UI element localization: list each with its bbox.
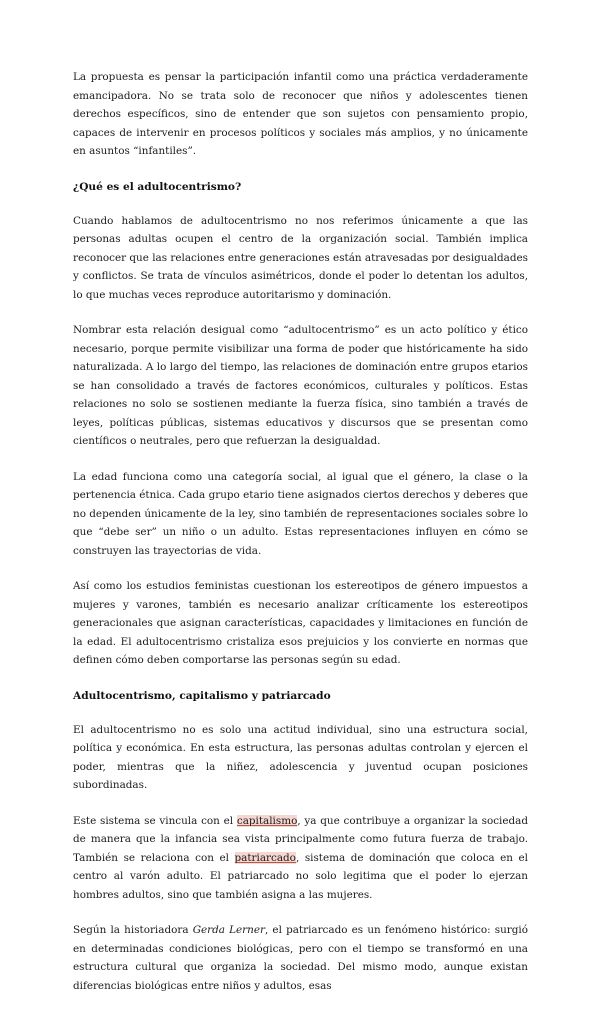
- paragraph-structure: El adultocentrismo no es solo una actitud individual, sino una estructura social, política y económica. En esta estructura, las personas adultas controlan y ejercen el poder, mientras que la niñez, adolescencia y juventud ocupan posiciones subordinadas.: [73, 723, 528, 791]
- text-segment: , el patriarcado es un fenómeno histórico: surgió en determinadas condiciones biológicas, pero con el tiempo se transformó en una estructura cultural que organiza la sociedad. Del mismo modo, aunque existan diferencias biológicas entre niños y adultos, esas: [73, 924, 528, 992]
- text-segment: Este sistema se vincula con el: [73, 814, 237, 827]
- paragraph-naming: Nombrar esta relación desigual como “adultocentrismo” es un acto político y ético necesario, porque permite visibilizar una forma de poder que históricamente ha sido naturalizada. A lo largo del tiempo, las relaciones de dominación entre grupos etarios se han consolidado a través de factores económicos, culturales y políticos. Estas relaciones no solo se sostienen mediante la fuerza física, sino también a través de leyes, políticas públicas, sistemas educativos y discursos que se presentan como científicos o neutrales, pero que refuerzan la desigualdad.: [73, 324, 528, 447]
- paragraph-system: [73, 812, 528, 905]
- paragraph-definition: Cuando hablamos de adultocentrismo no nos referimos únicamente a que las personas adultas ocupen el centro de la organización social. También implica reconocer que las relaciones entre generaciones están atravesadas por desigualdades y conflictos. Se trata de vínculos asimétricos, donde el poder lo detentan los adultos, lo que muchas veces reproduce autoritarismo y dominación.: [73, 214, 528, 301]
- paragraph-age-category: La edad funciona como una categoría social, al igual que el género, la clase o la pertenencia étnica. Cada grupo etario tiene asignados ciertos derechos y deberes que no dependen únicamente de la ley, sino también de representaciones sociales sobre lo que “debe ser” un niño o un adulto. Estas representaciones influyen en cómo se construyen las trayectorias de vida.: [73, 470, 528, 557]
- paragraph-intro: La propuesta es pensar la participación infantil como una práctica verdaderamente emancipadora. No se trata solo de reconocer que niños y adolescentes tienen derechos específicos, sino de entender que son sujetos con pensamiento propio, capaces de intervenir en procesos políticos y sociales más amplios, y no únicamente en asuntos “infantiles”.: [73, 71, 528, 157]
- highlight-capitalismo: capitalismo: [236, 814, 298, 827]
- section-heading-adultocentrismo: ¿Qué es el adultocentrismo?: [73, 180, 242, 193]
- paragraph-lerner: [73, 921, 528, 995]
- author-name: Gerda Lerner: [192, 924, 265, 936]
- highlight-patriarcado: patriarcado: [234, 851, 296, 864]
- text-segment: Según la historiadora: [73, 924, 193, 936]
- text-segment: , ya que contribuye a organizar la sociedad de manera que la infancia sea vista principalmente como futura fuerza de trabajo. También se relaciona con el: [73, 814, 528, 864]
- paragraph-stereotypes: Así como los estudios feministas cuestionan los estereotipos de género impuestos a mujeres y varones, también es necesario analizar críticamente los estereotipos generacionales que asignan características, capacidades y limitaciones en función de la edad. El adultocentrismo cristaliza esos prejuicios y los convierte en normas que definen cómo deben comportarse las personas según su edad.: [73, 580, 528, 666]
- section-heading-capitalismo-patriarcado: Adultocentrismo, capitalismo y patriarcado: [73, 689, 331, 702]
- document-body: [73, 68, 528, 1012]
- text-segment: , sistema de dominación que coloca en el centro al varón adulto. El patriarcado no solo legitima que el poder lo ejerzan hombres adultos, sino que también asigna a las mujeres.: [73, 851, 528, 901]
